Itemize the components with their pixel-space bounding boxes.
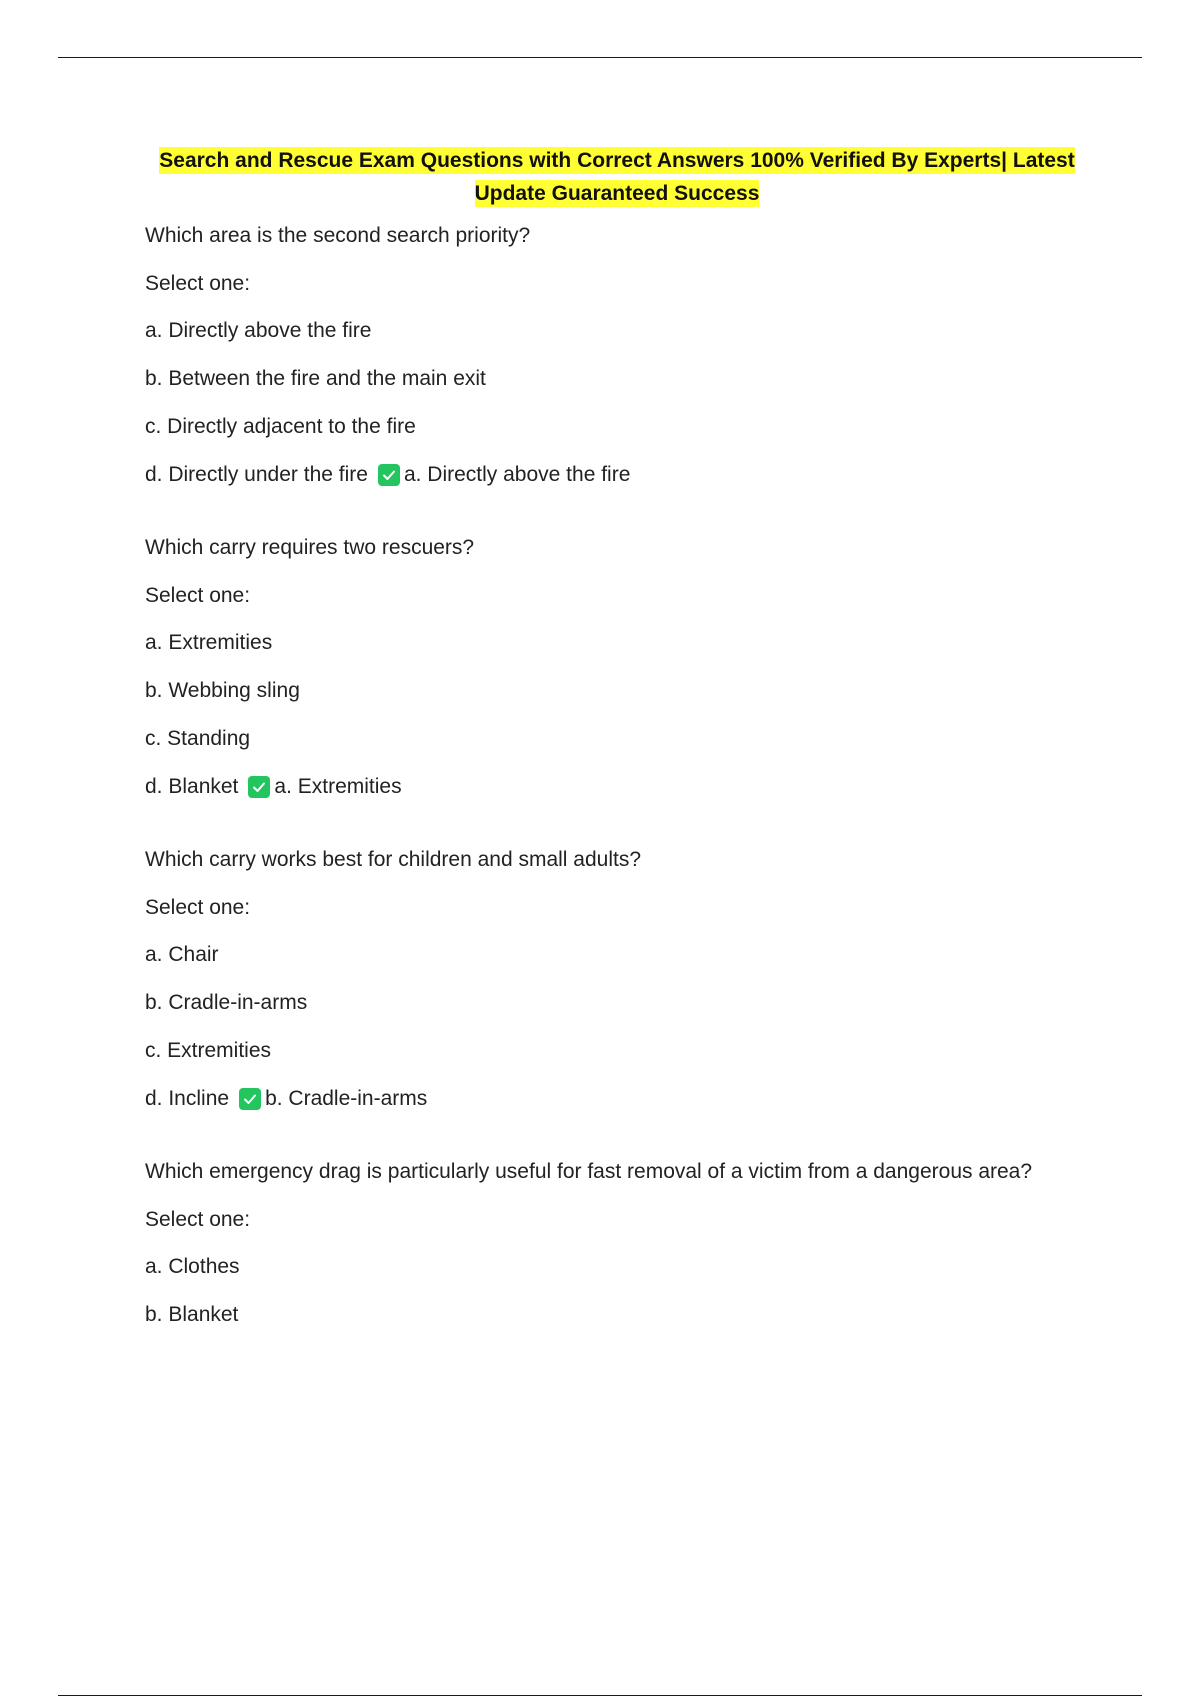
question-text: Which emergency drag is particularly useful for fast removal of a victim from a dangerous area? (145, 1160, 1033, 1183)
question-list (145, 224, 1125, 1376)
question-text: Which carry requires two rescuers? (145, 536, 475, 559)
option-d-with-answer (145, 1087, 1125, 1111)
title-line-1: Search and Rescue Exam Questions with Correct Answers 100% Verified By Experts| Latest (159, 149, 1075, 172)
option-a: a. Directly above the fire (145, 319, 372, 342)
correct-answer: a. Directly above the fire (403, 463, 631, 486)
question-block (145, 848, 1125, 1111)
select-one-label: Select one: (145, 896, 251, 919)
correct-answer: a. Extremities (274, 775, 402, 798)
check-icon (248, 776, 270, 798)
option-b: b. Webbing sling (145, 679, 300, 702)
option-a: a. Extremities (145, 631, 273, 654)
header-rule (58, 57, 1142, 58)
select-one-label: Select one: (145, 1208, 251, 1231)
option-c: c. Directly adjacent to the fire (145, 415, 416, 438)
option-d: d. Directly under the fire (145, 463, 368, 486)
option-a: a. Chair (145, 943, 219, 966)
option-d: d. Incline (145, 1087, 230, 1110)
document-title (100, 144, 1134, 210)
option-b: b. Between the fire and the main exit (145, 367, 486, 390)
question-text: Which carry works best for children and small adults? (145, 848, 642, 871)
title-line-2: Update Guaranteed Success (474, 182, 760, 205)
question-block (145, 536, 1125, 799)
correct-answer: b. Cradle-in-arms (265, 1087, 428, 1110)
option-d-with-answer (145, 463, 1125, 487)
question-block (145, 1160, 1125, 1327)
option-c: c. Extremities (145, 1039, 272, 1062)
question-text: Which area is the second search priority? (145, 224, 531, 247)
question-block (145, 224, 1125, 487)
option-d: d. Blanket (145, 775, 239, 798)
option-c: c. Standing (145, 727, 251, 750)
option-d-with-answer (145, 775, 1125, 799)
check-icon (378, 464, 400, 486)
select-one-label: Select one: (145, 272, 251, 295)
footer-rule (58, 1695, 1142, 1696)
check-icon (239, 1088, 261, 1110)
select-one-label: Select one: (145, 584, 251, 607)
option-b: b. Blanket (145, 1303, 239, 1326)
option-b: b. Cradle-in-arms (145, 991, 308, 1014)
option-a: a. Clothes (145, 1255, 240, 1278)
